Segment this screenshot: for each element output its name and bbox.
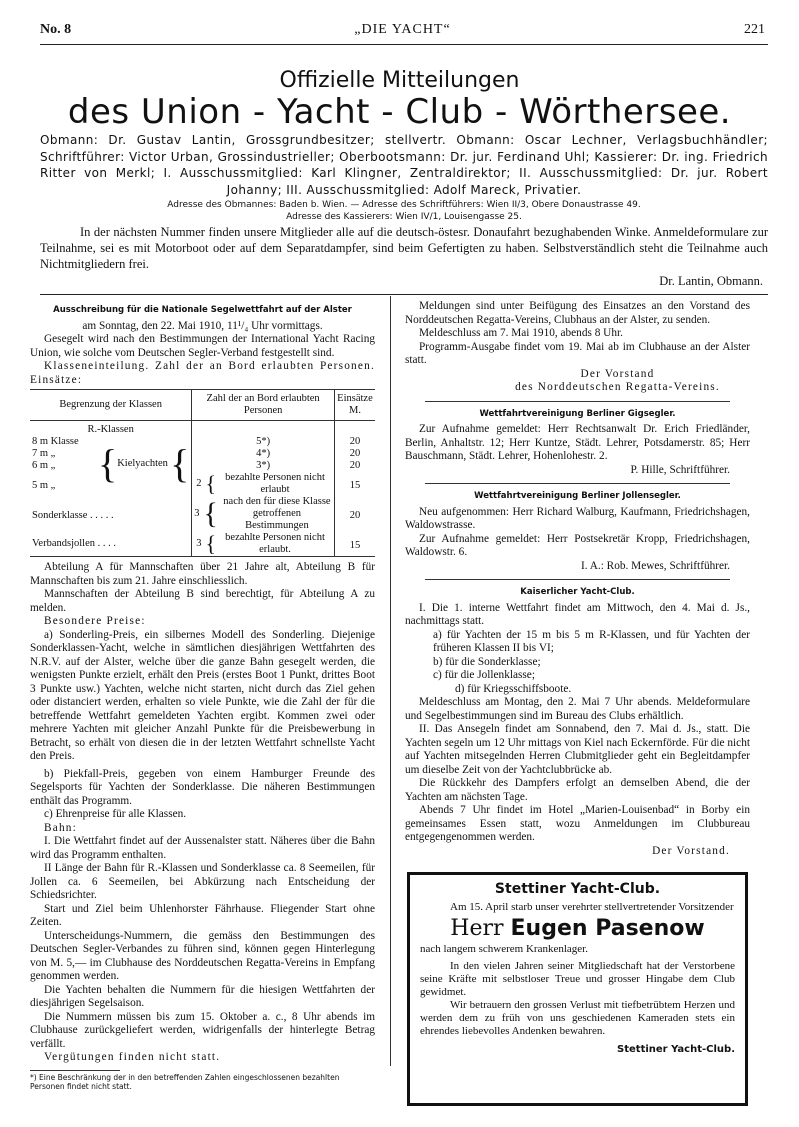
- obituary-membership: In den vielen Jahren seiner Mitgliedschaft hat der Verstorbene seine Kräfte mit selbstloser Treue und grosser Hingabe dem Club gewidmet.: [420, 960, 735, 998]
- gigsegler-heading: Wettfahrtvereinigung Berliner Gigsegler.: [479, 408, 676, 419]
- jollen-applied: Zur Aufnahme gemeldet: Herr Postsekretär Kropp, Friedrichshagen, Waldowstr. 6.: [405, 532, 750, 558]
- alster-rules: Gesegelt wird nach den Bestimmungen der International Yacht Racing Union, wie solche vom Deutschen Segler-Verband festgestellt sind.: [30, 333, 375, 359]
- kyc-list-a: a) für Yachten der 15 m bis 5 m R-Klassen, und für Yachten der früheren Klassen II bis VI;: [433, 628, 750, 654]
- class-intro: Klasseneinteilung. Zahl der an Bord erlaubten Personen. Einsätze:: [30, 360, 375, 386]
- class-table: [30, 389, 375, 557]
- fee-6m: 20: [349, 460, 361, 471]
- vj-note: bezahlte Personen nicht erlaubt.: [225, 532, 325, 555]
- jollen-sig: I. A.: Rob. Mewes, Schriftführer.: [580, 559, 730, 572]
- page-header: [40, 22, 765, 42]
- sk-persons-cell: [192, 496, 335, 532]
- footnote-rule: [30, 1070, 120, 1071]
- kyc-ansegeln: II. Das Ansegeln findet am Sonnabend, den 7. Mai d. Js., statt. Die Yachten segeln um 12 Uhr mittags von Kiel nach Eckernförde. Für die nicht auf Yachten mitsegelnden Herren Clubmitglieder geht ein Begleitdampfer um dieselbe Zeit von der Yachtclubbrücke ab.: [405, 723, 750, 776]
- obituary-name-prefix: Herr: [450, 916, 504, 941]
- persons-r: [192, 436, 335, 496]
- persons-7m: 4*): [256, 448, 271, 459]
- kyc-dinner: Abends 7 Uhr findet im Hotel „Marien-Louisenbad“ in Borby ein gemeinsames Essen statt, wozu Anmeldungen im Clubbureau entgegengenommen werden.: [405, 804, 750, 843]
- obituary-name-main: Eugen Pasenow: [510, 916, 705, 941]
- brace-sk: {: [203, 497, 218, 530]
- separator: [425, 401, 730, 402]
- gigsegler-text: Zur Aufnahme gemeldet: Herr Rechtsanwalt Dr. Erich Friedländer, Berlin, Anhaltstr. 12; Herr Kuntze, Städt. Lehrer, Potsdamerstr. 85; Herr Bauschmann, Städt. Lehrer, Hohenlohestr. 2.: [405, 423, 750, 462]
- alster-heading: Ausschreibung für die Nationale Segelwettfahrt auf der Alster: [53, 305, 352, 315]
- footnote: *) Eine Beschränkung der in den betreffenden Zahlen eingeschlossenen bezahlten Personen findet nicht statt.: [30, 1073, 340, 1091]
- course-heading: Bahn:: [44, 821, 77, 834]
- jollen-heading: Wettfahrtvereinigung Berliner Jollensegler.: [474, 491, 681, 501]
- addresses: [40, 200, 768, 223]
- course-i: I. Die Wettfahrt findet auf der Aussenalster statt. Näheres über die Bahn wird das Programm enthalten.: [30, 835, 375, 861]
- numbers-text: Unterscheidungs-Nummern, die gemäss den Bestimmungen des Deutschen Segler-Verbandes zu führen sind, können gegen Hinterlegung von M. 5,— im Clubhause des Norddeutschen Regatta-Vereins in Empfang genommen werden.: [30, 929, 375, 982]
- persons-5m-note: bezahlte Personen nicht erlaubt: [225, 472, 325, 495]
- kyc-sig: Der Vorstand.: [652, 844, 730, 857]
- prize-a: a) Sonderling-Preis, ein silbernes Modell des Sonderling. Diejenige Sonderklassen-Yacht, welche in sämtlichen diesjährigen Wettfahrten des N.R.V. auf der Alster, welche über die ganze Bahn gesegelt werden, die wenigsten Punkte erzielt, erhält den Preis (erstes Boot 1 Punkt, drittes Boot 3 Punkte usw.) Yachten, welche nicht starten, nicht durch das Ziel gehen oder distanciert werden, erhalten so viele Punkte, wie die Zahl der für die betreffende Wettfahrt gemeldeten Yachten ergibt. Kommen zwei oder mehrere Yachten mit gleicher Anzahl Punkte für die Preisbewerbung in Betracht, so erhält von diesen die in der letzten Wettfahrt schnellste Yacht den Preis.: [30, 628, 375, 762]
- obituary-box: [407, 872, 748, 1106]
- intro-signature: Dr. Lantin, Obmann.: [659, 274, 763, 288]
- vj-persons-cell: [192, 532, 335, 557]
- column-divider: [390, 296, 391, 1066]
- program-text: Programm-Ausgabe findet vom 19. Mai ab im Clubhause an der Alster statt.: [405, 340, 750, 366]
- kyc-list-d: d) für Kriegsschiffsboote.: [455, 682, 572, 695]
- left-column: [30, 300, 375, 1065]
- sk-persons: 3: [194, 508, 200, 519]
- intro-paragraph: In der nächsten Nummer finden unsere Mitglieder alle auf die deutsch-östesr. Donaufahrt bezughabenden Winke. Anmeldeformulare zur Teilnahme, sei es mit Motorboot oder auf dem Separatdampfer, sind beim Gefertigten zu haben. Selbstverständlich steht die Teilnahme auch Nichtmitgliedern frei.: [40, 225, 768, 271]
- brace-small: {: [205, 471, 217, 496]
- class-7m: 7 m „: [32, 448, 56, 459]
- sk-fee: 20: [334, 496, 375, 532]
- obituary-intro: Am 15. April starb unser verehrter stellvertretender Vorsitzender: [450, 901, 734, 913]
- brace-left: {: [98, 441, 118, 486]
- prizes-heading: Besondere Preise:: [44, 615, 146, 627]
- obituary-mourning: Wir betrauern den grossen Verlust mit tiefbetrübtem Herzen und werden dem zu früh von uns geschiedenen Kameraden stets ein ehrendes liebevolles Andenken bewahren.: [420, 999, 735, 1037]
- course-ii: II Länge der Bahn für R.-Klassen und Sonderklasse ca. 8 Seemeilen, für Jollen ca. 6 Seemeilen, bei Abkürzung nach Entscheidung der Schiedsrichter.: [30, 862, 375, 901]
- prize-c: c) Ehrenpreise für alle Klassen.: [44, 808, 187, 820]
- kyc-race: I. Die 1. interne Wettfahrt findet am Mittwoch, den 4. Mai d. Js., nachmittags statt.: [405, 601, 750, 627]
- class-8m: 8 m Klasse: [32, 436, 79, 447]
- separator: [425, 579, 730, 580]
- class-5m: 5 m „: [32, 480, 56, 491]
- kyc-heading: Kaiserlicher Yacht-Club.: [520, 587, 635, 597]
- prize-b: b) Piekfall-Preis, gegeben von einem Hamburger Freunde des Segelsports für Yachten der Sonderklasse. Die näheren Bestimmungen enthält das Programm.: [30, 767, 375, 807]
- persons-6m: 3*): [256, 460, 271, 471]
- fee-5m: 15: [349, 480, 361, 491]
- obituary-name: [420, 916, 735, 941]
- obituary-title: Stettiner Yacht-Club.: [494, 881, 661, 897]
- fee-7m: 20: [349, 448, 361, 459]
- nrv-sig-2: des Norddeutschen Regatta-Vereins.: [515, 381, 720, 393]
- entries-text: Meldungen sind unter Beifügung des Einsatzes an den Vorstand des Norddeutschen Regatta-Vereins, Clubhaus an der Alster, zu senden.: [405, 300, 750, 326]
- alster-date: am Sonntag, den 22. Mai 1910, 11¹/₄ Uhr vormittags.: [82, 319, 323, 332]
- section-rule: [40, 294, 768, 295]
- r-classes-block: [30, 436, 192, 496]
- persons-8m: 5*): [256, 436, 271, 447]
- jollen-new: Neu aufgenommen: Herr Richard Walburg, Kaufmann, Friedrichshagen, Waldowstrasse.: [405, 505, 750, 531]
- entry-deadline: Meldeschluss am 7. Mai 1910, abends 8 Uhr.: [419, 327, 623, 339]
- gigsegler-sig: P. Hille, Schriftführer.: [630, 463, 730, 476]
- brace-right: {: [170, 441, 190, 486]
- title-line-1: Offizielle Mitteilungen: [279, 68, 520, 93]
- kyc-return: Die Rückkehr des Dampfers erfolgt an demselben Abend, die der Yachten am nächsten Tage.: [405, 777, 750, 803]
- th-classes: Begrenzung der Klassen: [30, 390, 192, 421]
- no-compensation: Vergütungen finden nicht statt.: [44, 1051, 221, 1063]
- start-finish: Start und Ziel beim Uhlenhorster Fährhause. Fliegender Start ohne Zeiten.: [30, 902, 375, 928]
- vj-persons: 3: [196, 538, 202, 549]
- separator: [425, 483, 730, 484]
- kyc-list-c: c) für die Jollenklasse;: [433, 669, 535, 681]
- nrv-sig-1: Der Vorstand: [580, 367, 655, 380]
- persons-5m: 2: [196, 478, 202, 489]
- sk-note: nach den für diese Klasse getroffenen Bestimmungen: [223, 496, 331, 531]
- verbandsjollen: Verbandsjollen . . . .: [30, 532, 192, 557]
- obituary-illness: nach langem schwerem Krankenlager.: [420, 943, 588, 955]
- kyc-deadline: Meldeschluss am Montag, den 2. Mai 7 Uhr abends. Meldeformulare und Segelbestimmungen sind im Bureau des Clubs erhältlich.: [405, 696, 750, 722]
- kielyachten-label: Kielyachten: [117, 458, 168, 469]
- fee-8m: 20: [349, 436, 361, 447]
- abteilung-text: Abteilung A für Mannschaften über 21 Jahre alt, Abteilung B für Mannschaften bis zum 21. Jahre einschliesslich.: [30, 561, 375, 587]
- numbers-keep: Die Yachten behalten die Nummern für die hiesigen Wettfahrten der diesjährigen Segelsaison.: [30, 983, 375, 1009]
- issue-number: No. 8: [40, 22, 72, 37]
- address-line-2: Adresse des Kassierers: Wien IV/1, Louisengasse 25.: [286, 211, 522, 222]
- fees-r: [334, 436, 375, 496]
- numbers-return: Die Nummern müssen bis zum 15. Oktober a. c., 8 Uhr abends im Clubhause zurückgeliefert werden, widrigenfalls der hinterlegte Betrag verfällt.: [30, 1010, 375, 1050]
- right-column: [405, 300, 750, 858]
- r-classes-label: R.-Klassen: [87, 424, 134, 435]
- magazine-title: „DIE YACHT“: [354, 22, 451, 37]
- title-line-2: des Union - Yacht - Club - Wörthersee.: [67, 92, 732, 132]
- vj-fee: 15: [334, 532, 375, 557]
- officers-list: Obmann: Dr. Gustav Lantin, Grossgrundbesitzer; stellvertr. Obmann: Oscar Lechner, Verlagsbuchhändler; Schriftführer: Victor Urban, Grossindustrieller; Oberbootsmann: Dr. jur. Ferdinand Uhl; Kassierer: Dr. ing. Friedrich Ritter von Merkl; I. Ausschussmitglied: Karl Klingner, Zentraldirektor; II. Ausschussmitglied: Dr. jur. Robert Johanny; III. Ausschussmitglied: Adolf Mareck, Privatier.: [40, 133, 768, 197]
- th-persons: Zahl der an Bord erlaubten Personen: [192, 390, 335, 421]
- intro-text: [40, 224, 768, 272]
- abteilung-b-text: Mannschaften der Abteilung B sind berechtigt, für Abteilung A zu melden.: [30, 588, 375, 614]
- address-line-1: Adresse des Obmannes: Baden b. Wien. — Adresse des Schriftführers: Wien II/3, Obere Donaustrasse 49.: [167, 200, 641, 210]
- th-fees: Einsätze M.: [334, 390, 375, 421]
- class-6m: 6 m „: [32, 460, 56, 471]
- brace-vj: {: [205, 531, 217, 556]
- page-number: 221: [744, 22, 765, 37]
- header-rule: [40, 44, 768, 45]
- obituary-signature: Stettiner Yacht-Club.: [617, 1044, 735, 1055]
- kyc-list-b: b) für die Sonderklasse;: [433, 655, 541, 668]
- sonderklasse: Sonderklasse . . . . .: [32, 510, 114, 521]
